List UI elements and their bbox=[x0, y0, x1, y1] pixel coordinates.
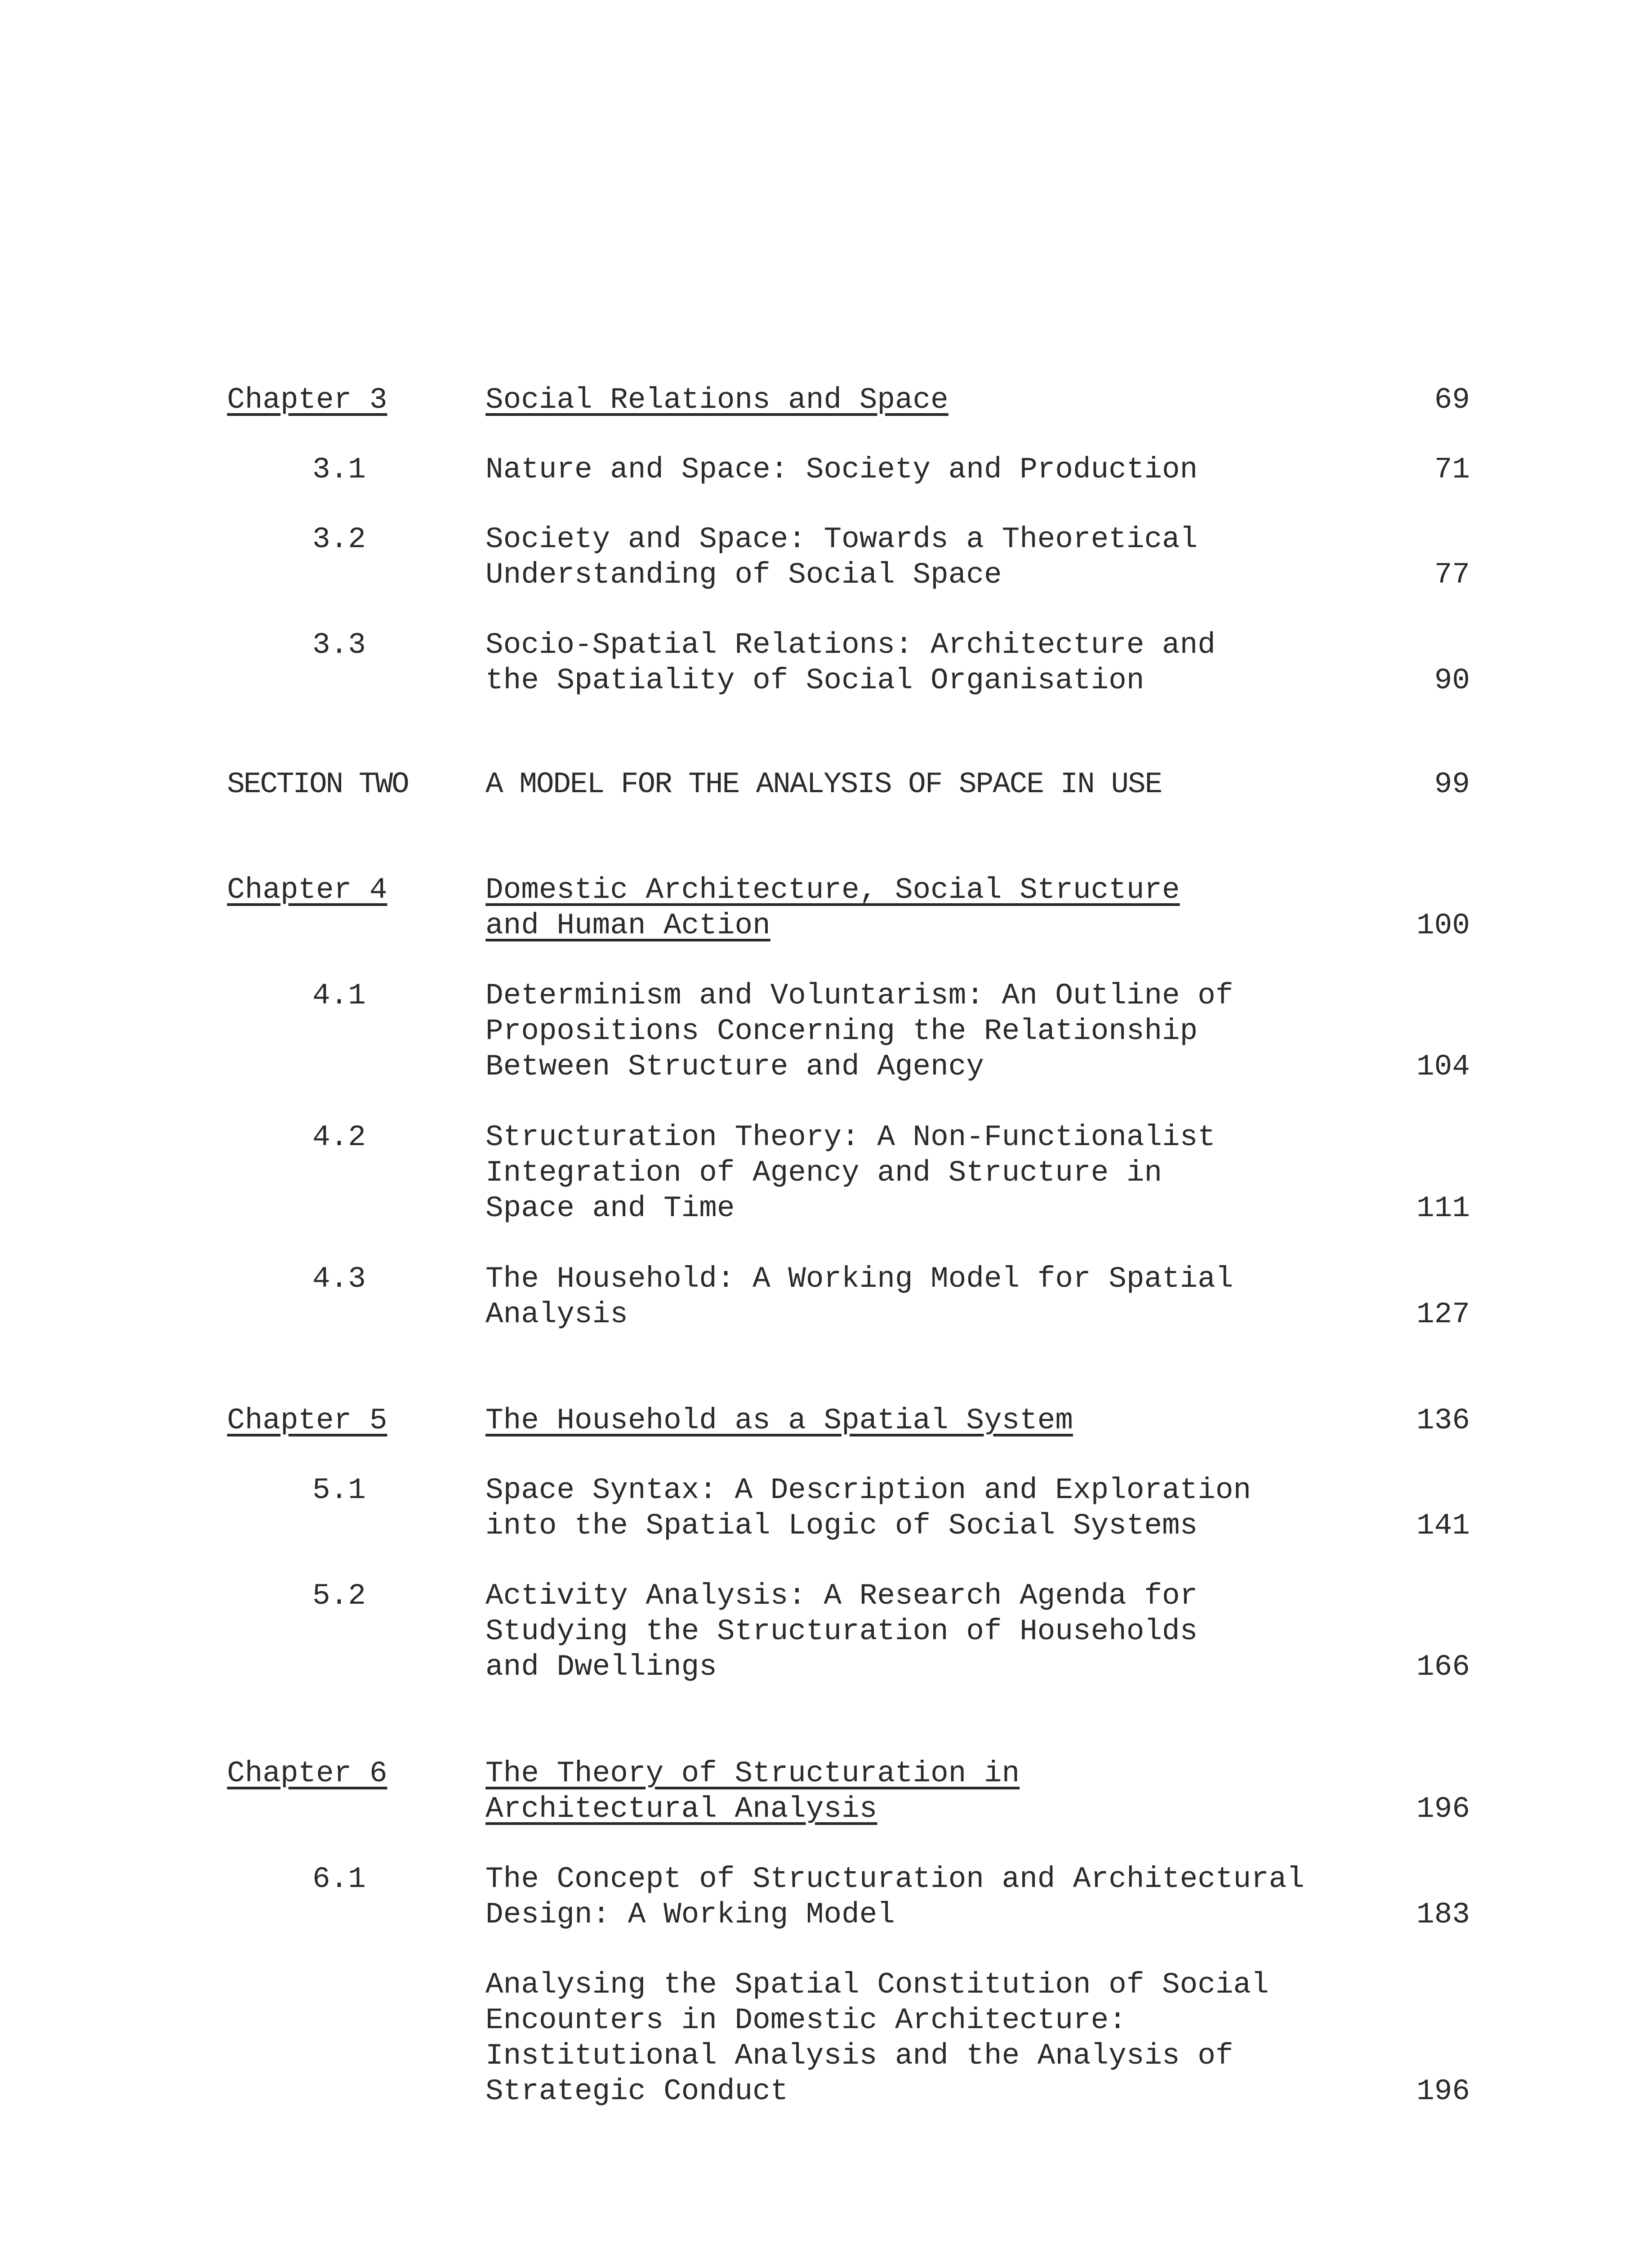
section-number: 4.1 bbox=[312, 979, 366, 1012]
entry-title bbox=[485, 767, 1340, 802]
entry-title bbox=[485, 1261, 1340, 1332]
entry-title bbox=[485, 1578, 1340, 1685]
title-line: Analysis bbox=[485, 1298, 628, 1331]
chapter-label: Chapter 4 bbox=[227, 873, 387, 907]
toc-entry-5-1 bbox=[0, 1472, 1652, 1543]
section-number: 4.2 bbox=[312, 1120, 366, 1154]
page-number: 69 bbox=[1434, 383, 1470, 417]
page-number: 71 bbox=[1434, 453, 1470, 486]
page-number: 127 bbox=[1416, 1298, 1470, 1331]
page-number: 100 bbox=[1416, 909, 1470, 942]
toc-entry-5-2 bbox=[0, 1578, 1652, 1685]
section-label: SECTION TWO bbox=[227, 767, 408, 801]
page-number: 99 bbox=[1434, 767, 1470, 801]
title-line: Activity Analysis: A Research Agenda for bbox=[485, 1579, 1198, 1613]
title-line: The Household: A Working Model for Spatial bbox=[485, 1262, 1233, 1296]
toc-entry-chapter-5 bbox=[0, 1403, 1652, 1438]
title-line: Structuration Theory: A Non-Functionalist bbox=[485, 1120, 1216, 1154]
title-line: The Theory of Structuration in bbox=[485, 1757, 1020, 1790]
section-number: 6.1 bbox=[312, 1862, 366, 1896]
title-line: Society and Space: Towards a Theoretical bbox=[485, 522, 1198, 556]
title-line: Understanding of Social Space bbox=[485, 558, 1002, 592]
title-line: Between Structure and Agency bbox=[485, 1050, 984, 1084]
title-line: and Dwellings bbox=[485, 1650, 717, 1684]
toc-entry-3-2 bbox=[0, 522, 1652, 593]
section-number: 3.2 bbox=[312, 522, 366, 556]
section-number: 5.1 bbox=[312, 1473, 366, 1507]
title-line: Encounters in Domestic Architecture: bbox=[485, 2003, 1127, 2037]
toc-entry-section-two bbox=[0, 767, 1652, 802]
page-number: 196 bbox=[1416, 2074, 1470, 2108]
toc-entry-chapter-3 bbox=[0, 382, 1652, 418]
toc-entry-3-3 bbox=[0, 627, 1652, 698]
title-line: Socio-Spatial Relations: Architecture and bbox=[485, 628, 1216, 662]
page-number: 90 bbox=[1434, 664, 1470, 697]
title-line: Space Syntax: A Description and Exploration bbox=[485, 1473, 1251, 1507]
entry-title bbox=[485, 382, 1340, 418]
title-line: Space and Time bbox=[485, 1191, 735, 1225]
page-number: 136 bbox=[1416, 1404, 1470, 1437]
title-line: Analysing the Spatial Constitution of Social bbox=[485, 1968, 1269, 2002]
page-number: 104 bbox=[1416, 1050, 1470, 1084]
toc-entry-chapter-6 bbox=[0, 1756, 1652, 1827]
title-line: Integration of Agency and Structure in bbox=[485, 1156, 1162, 1190]
title-line: The Concept of Structuration and Architectural bbox=[485, 1862, 1305, 1896]
toc-entry-4-3 bbox=[0, 1261, 1652, 1332]
entry-title bbox=[485, 1472, 1340, 1543]
title-line: Design: A Working Model bbox=[485, 1898, 895, 1931]
title-line: Studying the Structuration of Households bbox=[485, 1615, 1198, 1648]
entry-title bbox=[485, 452, 1340, 487]
toc-entry-4-2 bbox=[0, 1120, 1652, 1226]
entry-title bbox=[485, 872, 1340, 943]
title-line: and Human Action bbox=[485, 909, 770, 942]
page-number: 111 bbox=[1416, 1191, 1470, 1225]
entry-title bbox=[485, 1403, 1340, 1438]
page-number: 141 bbox=[1416, 1509, 1470, 1543]
toc-entry-unnumbered bbox=[0, 1967, 1652, 2109]
title-line: Strategic Conduct bbox=[485, 2074, 788, 2108]
entry-title bbox=[485, 1756, 1340, 1827]
title-line: The Household as a Spatial System bbox=[485, 1404, 1073, 1437]
title-line: Determinism and Voluntarism: An Outline of bbox=[485, 979, 1233, 1012]
title-line: into the Spatial Logic of Social Systems bbox=[485, 1509, 1198, 1543]
chapter-label: Chapter 3 bbox=[227, 383, 387, 417]
section-number: 4.3 bbox=[312, 1262, 366, 1296]
entry-title bbox=[485, 1120, 1340, 1226]
page-number: 166 bbox=[1416, 1650, 1470, 1684]
title-line: Propositions Concerning the Relationship bbox=[485, 1014, 1198, 1048]
page-number: 77 bbox=[1434, 558, 1470, 592]
title-line: Nature and Space: Society and Production bbox=[485, 453, 1198, 486]
section-number: 5.2 bbox=[312, 1579, 366, 1613]
entry-title bbox=[485, 522, 1340, 593]
title-line: Institutional Analysis and the Analysis of bbox=[485, 2039, 1233, 2073]
entry-title bbox=[485, 1861, 1340, 1932]
title-line: Social Relations and Space bbox=[485, 383, 948, 417]
section-number: 3.3 bbox=[312, 628, 366, 662]
title-line: A MODEL FOR THE ANALYSIS OF SPACE IN USE bbox=[485, 767, 1162, 801]
page-number: 196 bbox=[1416, 1792, 1470, 1826]
chapter-label: Chapter 5 bbox=[227, 1404, 387, 1437]
entry-title bbox=[485, 627, 1340, 698]
entry-title bbox=[485, 978, 1340, 1084]
section-number: 3.1 bbox=[312, 453, 366, 486]
toc-entry-6-1 bbox=[0, 1861, 1652, 1932]
toc-entry-3-1 bbox=[0, 452, 1652, 487]
entry-title bbox=[485, 1967, 1340, 2109]
toc-entry-chapter-4 bbox=[0, 872, 1652, 943]
title-line: Domestic Architecture, Social Structure bbox=[485, 873, 1180, 907]
page-number: 183 bbox=[1416, 1898, 1470, 1931]
title-line: the Spatiality of Social Organisation bbox=[485, 664, 1144, 697]
chapter-label: Chapter 6 bbox=[227, 1757, 387, 1790]
title-line: Architectural Analysis bbox=[485, 1792, 877, 1826]
toc-entry-4-1 bbox=[0, 978, 1652, 1084]
